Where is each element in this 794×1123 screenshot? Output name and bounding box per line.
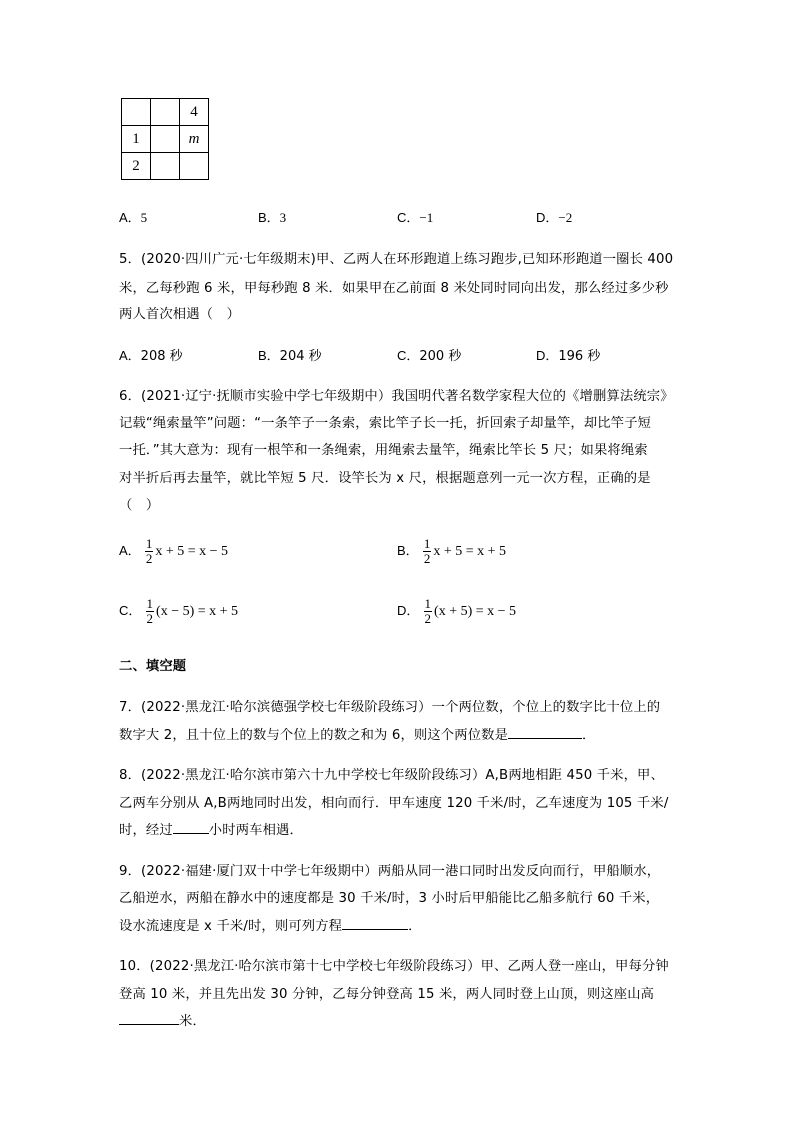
- q7-text: 数字大 2，且十位上的数与个位上的数之和为 6，则这个两位数是: [119, 728, 509, 743]
- q4-option-b: [258, 207, 286, 226]
- option-label: D．: [397, 603, 420, 618]
- option-label: B．: [258, 210, 280, 225]
- q9-text: 设水流速度是 x 千米/时，则可列方程: [119, 919, 343, 934]
- q10-line-3: [119, 1010, 206, 1029]
- fraction-numerator: 1: [423, 536, 431, 551]
- q9-end: ．: [408, 919, 422, 934]
- q5-option-c: [397, 345, 461, 364]
- fraction-denominator: 2: [146, 611, 154, 626]
- option-value: 204 秒: [279, 349, 322, 364]
- q4-option-d: [536, 207, 572, 226]
- q6-option-b: [397, 537, 506, 566]
- option-value: −2: [558, 210, 573, 225]
- fraction: [424, 597, 433, 626]
- fraction: [423, 537, 432, 566]
- q8-line-1: 8．(2022·黑龙江·哈尔滨市第六十九中学校七年级阶段练习）A,B两地相距 450 千米，甲、: [119, 768, 664, 783]
- option-value: 196 秒: [558, 349, 601, 364]
- option-label: C．: [397, 210, 420, 225]
- q6-option-c: [119, 597, 238, 626]
- fraction-denominator: 2: [424, 611, 432, 626]
- q5-option-a: [119, 345, 183, 364]
- q5-option-b: [258, 345, 322, 364]
- q10-line-1: 10．(2022·黑龙江·哈尔滨市第十七中学校七年级阶段练习）甲、乙两人登一座山，甲每分钟: [119, 959, 669, 974]
- grid-row: [122, 153, 209, 180]
- q5-line-1: 5．(2020·四川广元·七年级期末)甲、乙两人在环形跑道上练习跑步,已知环形跑道一圈长 400: [119, 252, 674, 267]
- q7-line-2: [119, 724, 596, 743]
- grid-cell: 1: [122, 126, 151, 153]
- fraction-numerator: 1: [424, 596, 432, 611]
- q10-end: 米．: [179, 1014, 206, 1029]
- grid-row: [122, 99, 209, 126]
- q5-line-3: 两人首次相遇（ ）: [119, 307, 241, 322]
- option-value: 5: [140, 210, 148, 225]
- q7-end: ．: [582, 728, 596, 743]
- q4-option-c: [397, 207, 433, 226]
- q6-line-3: 一托．”其大意为：现有一根竿和一条绳索，用绳索去量竿，绳索比竿长 5 尺；如果将绳索: [119, 443, 648, 458]
- option-label: A．: [119, 543, 141, 558]
- q8-line-3: [119, 819, 303, 838]
- grid-cell: m: [180, 126, 209, 153]
- option-label: D．: [536, 348, 559, 363]
- q6-option-d: [397, 597, 516, 626]
- option-label: A．: [119, 348, 141, 363]
- fraction-denominator: 2: [145, 551, 153, 566]
- q8-text: 时，经过: [119, 823, 173, 838]
- grid-cell: [122, 99, 151, 126]
- number-grid: [121, 98, 209, 180]
- option-label: C．: [119, 603, 142, 618]
- grid-cell: [180, 153, 209, 180]
- q6-line-4: 对半折后再去量竿，就比竿短 5 尺．设竿长为 x 尺，根据题意列一元一次方程，正确的是: [119, 471, 651, 486]
- q6-line-2: 记载“绳索量竿”问题：“一条竿子一条索，索比竿子长一托，折回索子却量竿，却比竿子短: [119, 416, 652, 431]
- option-label: B．: [258, 348, 280, 363]
- q9-line-1: 9．(2022·福建·厦门双十中学七年级期中）两船从同一港口同时出发反向而行，甲船顺水，: [119, 864, 661, 879]
- answer-blank[interactable]: [342, 915, 408, 930]
- answer-blank[interactable]: [173, 819, 209, 834]
- grid-cell: [151, 153, 180, 180]
- grid-cell: [151, 99, 180, 126]
- equation: (x − 5) = x + 5: [156, 604, 239, 619]
- q6-line-1: 6．(2021·辽宁·抚顺市实验中学七年级期中）我国明代著名数学家程大位的《增删算法统宗》: [119, 389, 674, 404]
- option-value: 200 秒: [419, 349, 462, 364]
- grid-cell: [151, 126, 180, 153]
- grid-row: [122, 126, 209, 153]
- q6-line-5: （ ）: [119, 498, 160, 513]
- q5-line-2: 米，乙每秒跑 6 米，甲每秒跑 8 米．如果甲在乙前面 8 米处同时同向出发，那么经过多少秒: [119, 281, 669, 296]
- q10-line-2: 登高 10 米，并且先出发 30 分钟，乙每分钟登高 15 米，两人同时登上山顶，则这座山高: [119, 987, 655, 1002]
- fraction-numerator: 1: [145, 536, 153, 551]
- option-value: 208 秒: [140, 349, 183, 364]
- grid-cell: 2: [122, 153, 151, 180]
- q5-option-d: [536, 345, 600, 364]
- equation: (x + 5) = x − 5: [434, 604, 517, 619]
- option-value: −1: [419, 210, 434, 225]
- option-label: D．: [536, 210, 559, 225]
- fraction: [146, 597, 155, 626]
- fraction: [145, 537, 154, 566]
- q9-line-2: 乙船逆水，两船在静水中的速度都是 30 千米/时，3 小时后甲船能比乙船多航行 60 千米，: [119, 891, 660, 906]
- q4-option-a: [119, 207, 147, 226]
- answer-blank[interactable]: [119, 1010, 179, 1025]
- q8-end: 小时两车相遇．: [208, 823, 303, 838]
- equation: x + 5 = x + 5: [433, 544, 506, 559]
- grid-cell: 4: [180, 99, 209, 126]
- section-heading: 二、填空题: [119, 659, 187, 674]
- option-value: 3: [279, 210, 287, 225]
- q7-line-1: 7．(2022·黑龙江·哈尔滨德强学校七年级阶段练习）一个两位数，个位上的数字比十位上的: [119, 700, 661, 715]
- q6-option-a: [119, 537, 228, 566]
- q8-line-2: 乙两车分别从 A,B两地同时出发，相向而行．甲车速度 120 千米/时，乙车速度为 105 千米/: [119, 796, 669, 811]
- option-label: C．: [397, 348, 420, 363]
- fraction-denominator: 2: [423, 551, 431, 566]
- option-label: B．: [397, 543, 419, 558]
- answer-blank[interactable]: [508, 724, 582, 739]
- option-label: A．: [119, 210, 141, 225]
- q9-line-3: [119, 915, 422, 934]
- equation: x + 5 = x − 5: [155, 544, 228, 559]
- fraction-numerator: 1: [146, 596, 154, 611]
